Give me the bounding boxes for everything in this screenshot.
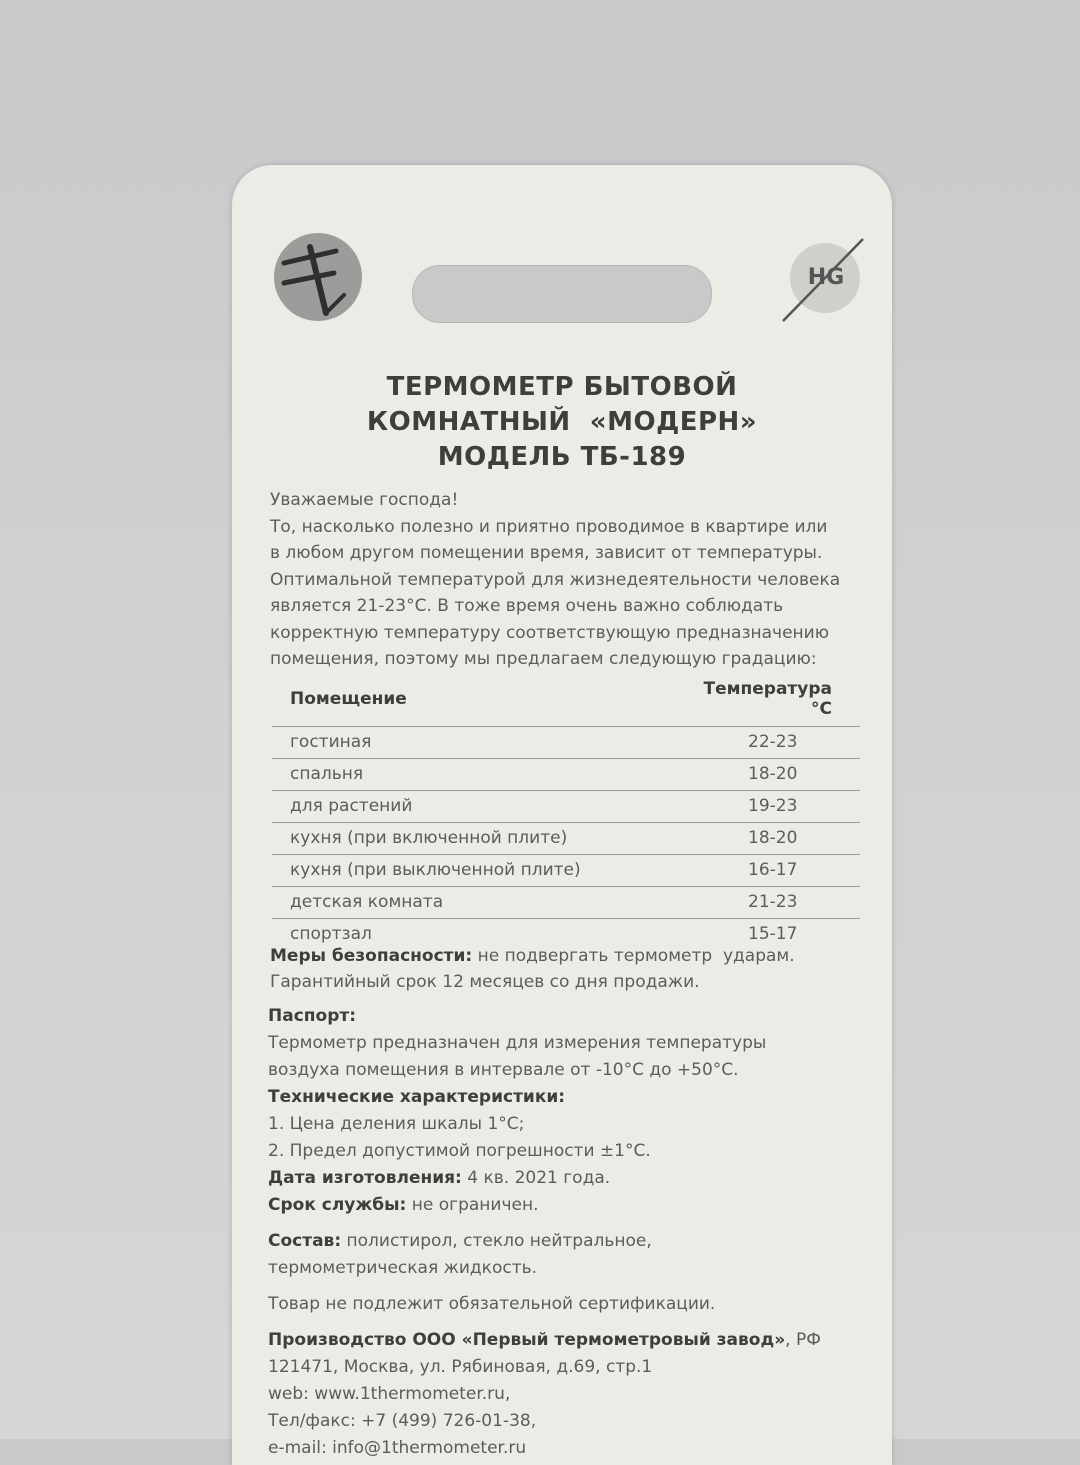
intro-line: в любом другом помещении время, зависит от температуры. (270, 543, 823, 563)
temp-cell: 18-20 (685, 823, 860, 855)
hg-mark: HG (807, 265, 845, 290)
composition-line-2: термометрическая жидкость. (268, 1258, 538, 1278)
safety-text: не подвергать термометр ударам. (472, 946, 795, 966)
intro-line: помещения, поэтому мы предлагаем следующую градацию: (270, 649, 817, 669)
table-row (272, 727, 860, 759)
temp-cell: 19-23 (685, 791, 860, 823)
temp-cell: 18-20 (685, 759, 860, 791)
temperature-table (272, 675, 860, 950)
phone-line: Тел/факс: +7 (499) 726-01-38, (268, 1411, 537, 1431)
safety-section (270, 943, 880, 995)
date-value: 4 кв. 2021 года. (461, 1168, 611, 1188)
intro-line: Оптимальной температурой для жизнедеятельности человека (270, 569, 841, 590)
thermometer-logo-icon (274, 233, 362, 321)
date-line (268, 1165, 878, 1192)
tech-line: 1. Цена деления шкалы 1°С; (268, 1114, 525, 1134)
intro-line: Уважаемые господа! (270, 490, 459, 510)
passport-line: воздуха помещения в интервале от -10°С до +50°С. (268, 1060, 739, 1080)
temp-cell: 16-17 (685, 855, 860, 887)
certification-note: Товар не подлежит обязательной сертификации. (268, 1294, 716, 1314)
address-line: 121471, Москва, ул. Рябиновая, д.69, стр.1 (268, 1357, 653, 1377)
composition-value: полистирол, стекло нейтральное, (341, 1231, 652, 1251)
table-row (272, 887, 860, 919)
tech-label: Технические характеристики: (268, 1087, 566, 1107)
room-cell: кухня (при включенной плите) (272, 823, 685, 855)
composition-line (268, 1228, 878, 1255)
email-line: e-mail: info@1thermometer.ru (268, 1438, 527, 1458)
intro-line: То, насколько полезно и приятно проводимое в квартире или (270, 516, 828, 537)
brand-logo (274, 233, 362, 321)
intro-line: является 21-23°С. В тоже время очень важно соблюдать (270, 596, 784, 616)
temp-cell: 21-23 (685, 887, 860, 919)
life-value: не ограничен. (406, 1195, 539, 1215)
title-line-2: КОМНАТНЫЙ «МОДЕРН» (366, 407, 758, 437)
temp-cell: 22-23 (685, 727, 860, 759)
strike-icon (777, 235, 867, 325)
room-cell: спальня (272, 759, 685, 791)
temp-cell: 15-17 (748, 924, 798, 944)
room-cell: кухня (при выключенной плите) (272, 855, 685, 887)
product-card (232, 165, 892, 1465)
intro-paragraph (270, 487, 870, 673)
producer-label: Производство ООО «Первый термометровый завод» (268, 1330, 786, 1350)
date-label: Дата изготовления: (268, 1168, 462, 1188)
title-line-1: ТЕРМОМЕТР БЫТОВОЙ (386, 372, 738, 402)
product-title (232, 370, 892, 475)
warranty-line: Гарантийный срок 12 месяцев со дня продажи. (270, 972, 700, 992)
title-line-3: МОДЕЛЬ ТБ-189 (437, 442, 687, 472)
room-cell: спортзал (290, 924, 372, 944)
producer-country: , РФ (785, 1330, 821, 1350)
table-row (272, 759, 860, 791)
passport-line: Термометр предназначен для измерения температуры (268, 1033, 767, 1053)
header-temperature: Температура °С (685, 675, 860, 727)
table-row (272, 791, 860, 823)
composition-label: Состав: (268, 1231, 342, 1251)
tech-line: 2. Предел допустимой погрешности ±1°С. (268, 1141, 651, 1161)
table-row (272, 823, 860, 855)
table-header-row (272, 675, 860, 727)
header-room: Помещение (272, 675, 685, 727)
producer-line (268, 1327, 878, 1354)
life-line (268, 1192, 878, 1219)
safety-label: Меры безопасности: (270, 946, 473, 966)
room-cell: детская комната (272, 887, 685, 919)
intro-line: корректную температуру соответствующую предназначению (270, 622, 830, 643)
passport-section (268, 1003, 878, 1462)
table-row (272, 855, 860, 887)
room-cell: для растений (272, 791, 685, 823)
passport-label: Паспорт: (268, 1006, 357, 1026)
life-label: Срок службы: (268, 1195, 407, 1215)
web-line: web: www.1thermometer.ru, (268, 1384, 511, 1404)
room-cell: гостиная (272, 727, 685, 759)
safety-line (270, 943, 880, 969)
hang-hole (412, 265, 712, 323)
